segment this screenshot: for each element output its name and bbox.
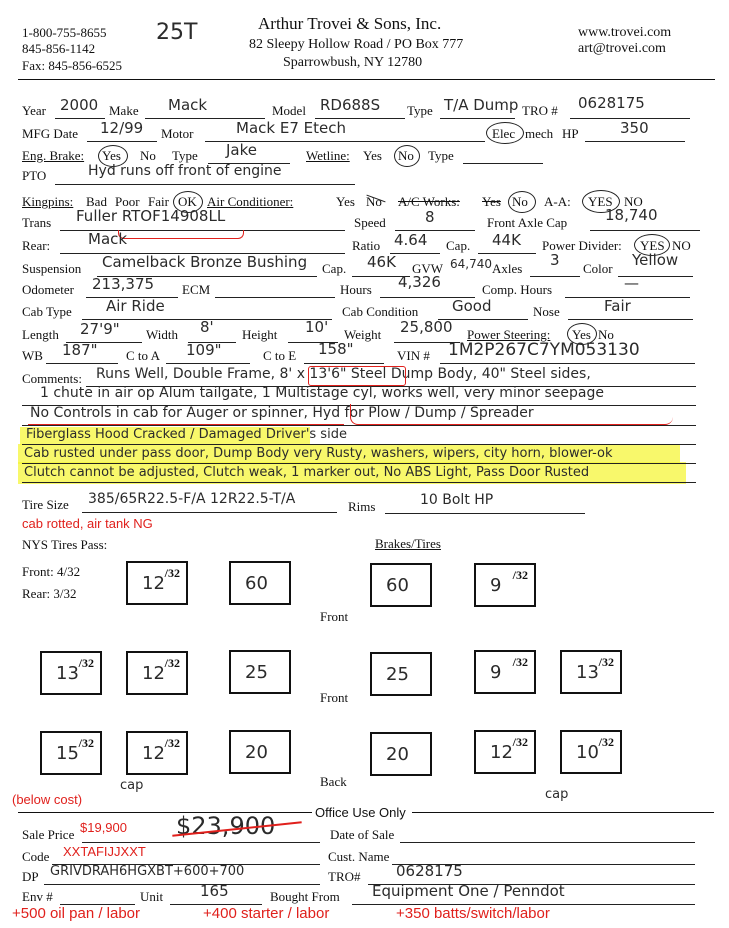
- hours-label: Hours: [340, 282, 372, 297]
- c-to-a-value: 109": [186, 341, 222, 359]
- speed-value: 8: [425, 208, 435, 226]
- eng-brake-no: No: [140, 148, 156, 163]
- env-label: Env #: [22, 889, 53, 904]
- length-value: 27'9": [80, 320, 120, 338]
- front-label-2: Front: [320, 690, 349, 705]
- office-divider-right: [412, 812, 714, 813]
- rims-label: Rims: [348, 499, 376, 514]
- color-value: Yellow: [632, 251, 679, 269]
- pto-label: PTO: [22, 168, 47, 183]
- ac-works-no-circle: [508, 191, 536, 213]
- unit-value: 165: [200, 882, 229, 900]
- axles-value: 3: [550, 251, 560, 269]
- tire-box-back-right-inner: 12 /32: [474, 730, 536, 774]
- ratio-value: 4.64: [394, 231, 428, 249]
- brake-box-front-right: 60: [370, 563, 432, 607]
- rims-value: 10 Bolt HP: [420, 492, 494, 508]
- comment-line-1: Runs Well, Double Frame, 8' x 13'6" Steel Dump Body, 40" Steel sides,: [96, 366, 591, 382]
- hp-value: 350: [620, 119, 649, 137]
- power-steering-yes: Yes: [572, 327, 591, 342]
- motor-label: Motor: [161, 126, 194, 141]
- comment-line-5: Cab rusted under pass door, Dump Body very Rusty, washers, wipers, city horn, blower-ok: [24, 446, 613, 461]
- type-label: Type: [407, 103, 433, 118]
- trans-red-underline: [118, 230, 244, 239]
- tire-box-mid-left-inner: 12 /32: [126, 651, 188, 695]
- comment-line-3: No Controls in cab for Auger or spinner, Hyd for Plow / Dump / Spreader: [30, 405, 534, 421]
- eng-brake-label: Eng. Brake:: [22, 148, 85, 163]
- batts-annotation: +350 batts/switch/labor: [396, 905, 550, 922]
- sale-price-crossed: $23,900: [176, 812, 276, 840]
- mfg-date-value: 12/99: [100, 119, 144, 137]
- width-label: Width: [146, 327, 178, 342]
- unit-label: Unit: [140, 889, 164, 904]
- tire-size-value: 385/65R22.5-F/A 12R22.5-T/A: [88, 491, 296, 507]
- ecm-label: ECM: [182, 282, 211, 297]
- kingpins-label: Kingpins:: [22, 194, 74, 209]
- hyd-red-underline: [350, 404, 673, 425]
- aa-yes: YES: [588, 194, 613, 209]
- length-label: Length: [22, 327, 59, 342]
- company-address-2: Sparrowbush, NY 12780: [283, 55, 423, 70]
- c-to-a-label: C to A: [126, 348, 160, 363]
- suspension-label: Suspension: [22, 261, 82, 276]
- cab-rotted-annotation: cab rotted, air tank NG: [22, 516, 153, 531]
- wetline-type-label: Type: [428, 148, 454, 163]
- brake-box-back-left: 20: [229, 730, 291, 774]
- dp-value: GRIVDRAH6HGXBT+600+700: [50, 864, 245, 879]
- suspension-cap-label: Cap.: [322, 261, 347, 276]
- cust-name-label: Cust. Name: [328, 849, 390, 864]
- wetline-label: Wetline:: [306, 148, 350, 163]
- power-steering-no: No: [598, 327, 614, 342]
- tire-box-back-left-inner: 12 /32: [126, 731, 188, 775]
- eng-brake-type-value: Jake: [226, 141, 257, 159]
- tire-box-mid-left-outer: 13 /32: [40, 651, 102, 695]
- kingpins-poor: Poor: [115, 194, 140, 209]
- code-label: Code: [22, 849, 50, 864]
- gvw-label: GVW: [412, 261, 444, 276]
- phone-number-2: 845-856-1142: [22, 41, 96, 56]
- company-email: art@trovei.com: [578, 41, 666, 56]
- c-to-e-label: C to E: [263, 348, 297, 363]
- nose-value: Fair: [604, 297, 631, 315]
- axles-label: Axles: [492, 261, 523, 276]
- front-axle-cap-label: Front Axle Cap: [487, 215, 568, 230]
- aa-label: A-A:: [544, 194, 571, 209]
- company-address-1: 82 Sleepy Hollow Road / PO Box 777: [249, 37, 464, 52]
- suspension-cap-value: 46K: [367, 253, 396, 271]
- below-cost-annotation: (below cost): [12, 792, 83, 807]
- brake-box-front-left: 60: [229, 561, 291, 605]
- power-steering-label: Power Steering:: [467, 327, 551, 342]
- nys-tires-pass-label: NYS Tires Pass:: [22, 537, 108, 552]
- kingpins-fair: Fair: [148, 194, 169, 209]
- suspension-value: Camelback Bronze Bushing: [102, 253, 308, 271]
- ac-works-no: No: [512, 194, 528, 209]
- wetline-yes: Yes: [363, 148, 382, 163]
- model-value: RD688S: [320, 96, 381, 114]
- power-divider-label: Power Divider:: [542, 238, 622, 253]
- elec-circle: [486, 122, 524, 144]
- brakes-tires-label: Brakes/Tires: [375, 536, 441, 551]
- vin-value: 1M2P267C7YM053130: [448, 340, 640, 360]
- front-axle-cap-value: 18,740: [605, 206, 658, 224]
- model-label: Model: [272, 103, 306, 118]
- make-value: Mack: [168, 96, 208, 114]
- ac-works-label: A/C Works:: [398, 194, 460, 209]
- wb-label: WB: [22, 348, 43, 363]
- tro-label-2: TRO#: [328, 869, 361, 884]
- weight-value: 25,800: [400, 318, 453, 336]
- rear-value: Mack: [88, 230, 128, 248]
- tro-label: TRO #: [522, 103, 558, 118]
- cab-type-value: Air Ride: [106, 297, 165, 315]
- elec-label: Elec: [492, 126, 516, 141]
- power-divider-no: NO: [672, 238, 691, 253]
- brake-box-back-right: 20: [370, 732, 432, 776]
- odometer-label: Odometer: [22, 282, 74, 297]
- tire-box-mid-right-outer: 13 /32: [560, 650, 622, 694]
- c-to-e-value: 158": [318, 340, 354, 358]
- vin-label: VIN #: [397, 348, 430, 363]
- cab-type-label: Cab Type: [22, 304, 72, 319]
- mech-label: mech: [525, 126, 554, 141]
- make-label: Make: [109, 103, 139, 118]
- height-label: Height: [242, 327, 278, 342]
- speed-label: Speed: [354, 215, 386, 230]
- motor-value: Mack E7 Etech: [236, 119, 346, 137]
- kingpins-ok: OK: [178, 194, 197, 209]
- type-value: T/A Dump: [444, 96, 519, 114]
- comment-line-2: 1 chute in air op Alum tailgate, 1 Multistage cyl, works well, very minor seepage: [40, 385, 604, 401]
- dp-label: DP: [22, 869, 39, 884]
- wb-value: 187": [62, 341, 98, 359]
- height-value: 10': [305, 318, 329, 336]
- eng-brake-yes: Yes: [102, 148, 121, 163]
- sale-price-label: Sale Price: [22, 827, 75, 842]
- cap-note-left: cap: [120, 778, 144, 793]
- ac-yes: Yes: [336, 194, 355, 209]
- back-label: Back: [320, 774, 347, 789]
- comment-line-4: Fiberglass Hood Cracked / Damaged Driver's side: [26, 427, 347, 442]
- odometer-value: 213,375: [92, 275, 155, 293]
- tire-box-back-left-outer: 15 /32: [40, 731, 102, 775]
- tire-size-label: Tire Size: [22, 497, 69, 512]
- phone-number: 1-800-755-8655: [22, 25, 107, 40]
- cab-condition-value: Good: [452, 297, 492, 315]
- gvw-value: 64,740: [450, 257, 492, 271]
- tro-value: 0628175: [578, 94, 645, 112]
- comp-hours-value: —: [624, 274, 639, 292]
- front-label-1: Front: [320, 609, 349, 624]
- nose-label: Nose: [533, 304, 560, 319]
- cab-condition-label: Cab Condition: [342, 304, 419, 319]
- mfg-date-label: MFG Date: [22, 126, 78, 141]
- tro-value-2: 0628175: [396, 862, 463, 880]
- pto-value: Hyd runs off front of engine: [88, 163, 282, 179]
- kingpins-bad: Bad: [86, 194, 107, 209]
- starter-annotation: +400 starter / labor: [203, 905, 330, 922]
- comments-label: Comments:: [22, 371, 82, 386]
- brake-box-mid-left: 25: [229, 650, 291, 694]
- ac-no: No: [366, 194, 382, 209]
- width-value: 8': [200, 318, 214, 336]
- bought-from-value: Equipment One / Penndot: [372, 882, 565, 900]
- comment-line-6: Clutch cannot be adjusted, Clutch weak, 1 marker out, No ABS Light, Pass Door Rusted: [24, 465, 590, 480]
- company-name: Arthur Trovei & Sons, Inc.: [258, 14, 442, 33]
- wetline-no-circle: [394, 145, 420, 167]
- tire-box-mid-right-inner: 9 /32: [474, 650, 536, 694]
- wetline-no: No: [398, 148, 414, 163]
- comp-hours-label: Comp. Hours: [482, 282, 553, 297]
- rear-cap-label: Cap.: [446, 238, 471, 253]
- cap-note-right: cap: [545, 787, 569, 802]
- hp-label: HP: [562, 126, 579, 141]
- office-use-only-label: Office Use Only: [315, 805, 406, 820]
- auger-red-underline: [28, 424, 344, 425]
- ratio-label: Ratio: [352, 238, 381, 253]
- color-label: Color: [583, 261, 613, 276]
- power-divider-yes: YES: [640, 238, 665, 253]
- fax-number: Fax: 845-856-6525: [22, 58, 123, 73]
- bought-from-label: Bought From: [270, 889, 340, 904]
- rear-spec: Rear: 3/32: [22, 586, 77, 601]
- code-annotation: XXTAFIJJXXT: [63, 844, 146, 859]
- ac-works-yes: Yes: [482, 194, 501, 209]
- air-conditioner-label: Air Conditioner:: [207, 194, 294, 209]
- year-value: 2000: [60, 96, 99, 114]
- sale-price-annotation: $19,900: [80, 820, 127, 835]
- hours-value: 4,326: [398, 273, 441, 291]
- company-website: www.trovei.com: [578, 25, 672, 40]
- tire-box-front-right: 9 /32: [474, 563, 536, 607]
- tire-box-front-left: 12 /32: [126, 561, 188, 605]
- tire-box-back-right-outer: 10 /32: [560, 730, 622, 774]
- rear-label: Rear:: [22, 238, 51, 253]
- aa-no: NO: [624, 194, 643, 209]
- brake-box-mid-right: 25: [370, 652, 432, 696]
- oil-pan-annotation: +500 oil pan / labor: [12, 905, 141, 922]
- body-red-box: [308, 366, 406, 386]
- weight-label: Weight: [344, 327, 382, 342]
- date-of-sale-label: Date of Sale: [330, 827, 395, 842]
- front-spec: Front: 4/32: [22, 564, 81, 579]
- eng-brake-type-label: Type: [172, 148, 198, 163]
- trans-label: Trans: [22, 215, 52, 230]
- stock-note: 25T: [156, 20, 198, 45]
- year-label: Year: [22, 103, 46, 118]
- rear-cap-value: 44K: [492, 231, 521, 249]
- header-divider: [18, 79, 715, 80]
- trans-value: Fuller RTOF14908LL: [76, 207, 226, 225]
